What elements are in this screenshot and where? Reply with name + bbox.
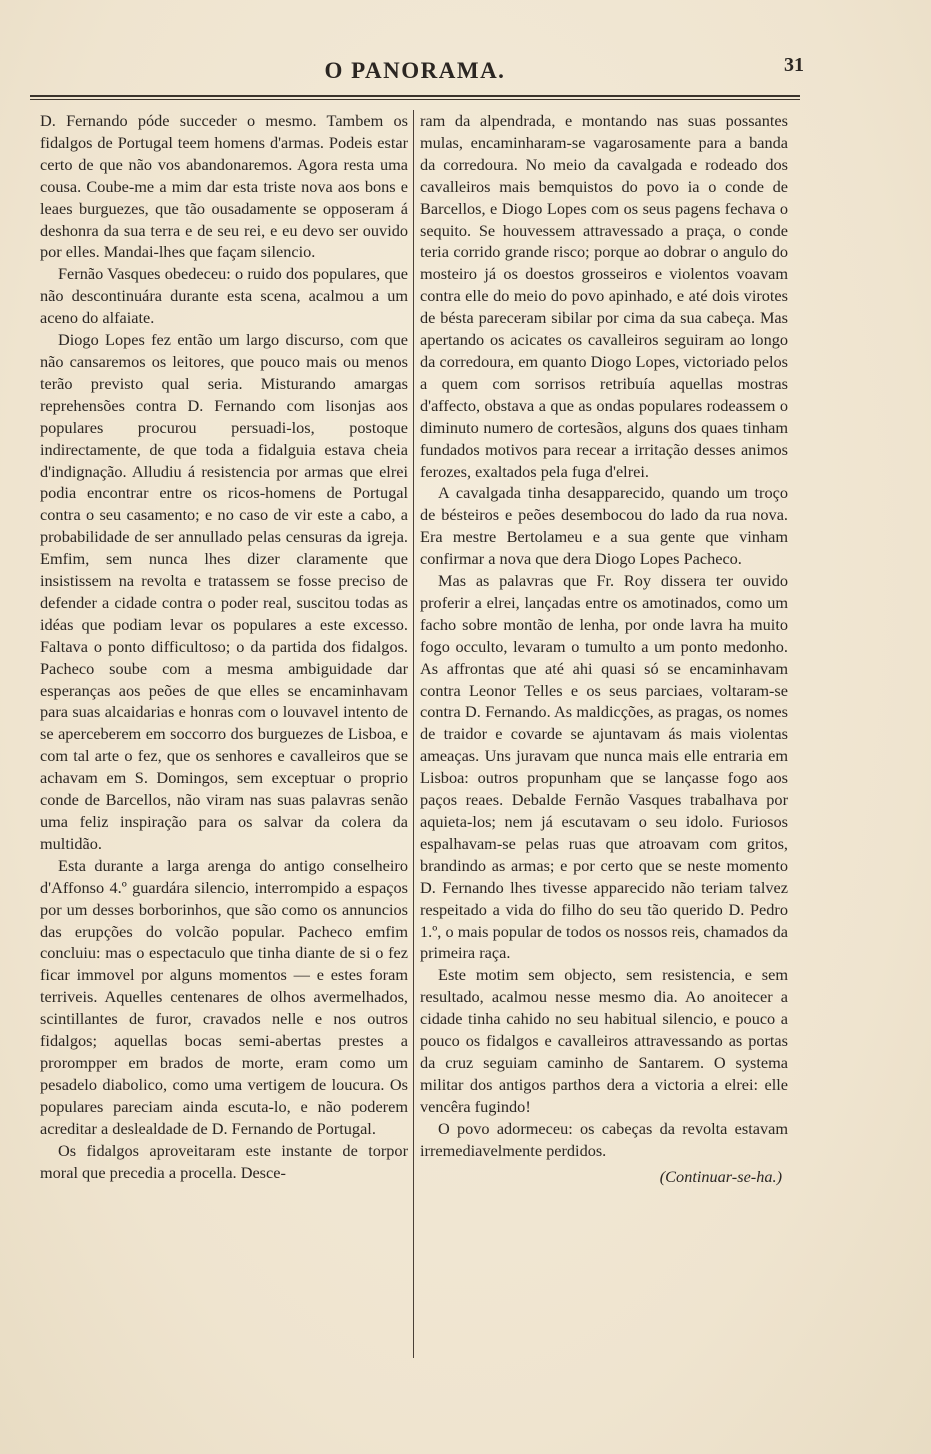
left-column xyxy=(40,110,408,1183)
paragraph: Fernão Vasques obedeceu: o ruido dos populares, que não descontinuára durante esta scena, acalmou a um aceno do alfaiate. xyxy=(40,264,408,328)
paragraph: Este motim sem objecto, sem resistencia, e sem resultado, acalmou nesse mesmo dia. Ao anoitecer a cidade tinha cahido no seu habitual silencio, e pouco a pouco os fidalgos e cavalleiros attravessando as portas da cruz seguiam caminho de Santarem. O systema militar dos antigos parthos dera a victoria a elrei: elle vencêra fugindo! xyxy=(420,965,788,1116)
paragraph: Os fidalgos aproveitaram este instante de torpor moral que precedia a procella. Desce- xyxy=(40,1140,408,1182)
page-title: O PANORAMA. xyxy=(324,58,506,83)
paragraph: A cavalgada tinha desapparecido, quando um troço de bésteiros e peões desembocou do lado da rua nova. Era mestre Bertolameu e a sua gente que vinham confirmar a nova que dera Diogo Lopes Pacheco. xyxy=(420,483,788,569)
page-number: 31 xyxy=(784,54,804,76)
continuation-note: (Continuar-se-ha.) xyxy=(659,1166,782,1186)
page-header xyxy=(30,52,804,92)
paragraph: Mas as palavras que Fr. Roy dissera ter ouvido proferir a elrei, lançadas entre os amotinados, como um facho sobre montão de lenha, por onde lavra ha muito fogo occulto, levaram o tumulto a um ponto medonho. As affrontas que até ahi quasi só se encaminhavam contra Leonor Telles e os seus parciaes, voltaram-se contra D. Fernando. As maldicções, as pragas, os nomes de traidor e covarde se ajuntavam ás mais violentas ameaças. Uns juravam que nunca mais elle entraria em Lisboa: outros propunham que se lançasse fogo aos paços reaes. Debalde Fernão Vasques trabalhava por aquieta-los; nem já escutavam o seu idolo. Furiosos espalhavam-se pelas ruas que atroavam com gritos, brandindo as armas; e por certo que se neste momento D. Fernando lhes tivesse apparecido não teriam talvez respeitado a vida do filho do seu tão querido D. Pedro 1.º, o mais popular de todos os nossos reis, chamados da primeira raça. xyxy=(420,571,788,963)
paragraph: Esta durante a larga arenga do antigo conselheiro d'Affonso 4.º guardára silencio, interrompido a espaços por um desses borborinhos, que são como os annuncios das erupções do volcão popular. Pacheco emfim concluiu: mas o espectaculo que tinha diante de si o fez ficar immovel por alguns momentos — e estes foram terriveis. Aquelles centenares de olhos avermelhados, scintillantes de furor, cravados nelle e nos outros fidalgos; aquellas bocas semi-abertas prestes a prorompper em brados de morte, eram como um pesadelo diabolico, como uma vertigem de loucura. Os populares pareciam ainda escuta-lo, e não poderem acreditar a deslealdade de D. Fernando de Portugal. xyxy=(40,855,408,1138)
header-rule-thin xyxy=(30,99,800,100)
paragraph: ram da alpendrada, e montando nas suas possantes mulas, encaminharam-se vagarosamente para a banda da corredoura. No meio da cavalgada e rodeado dos cavalleiros mais bemquistos do povo ia o conde de Barcellos, e Diogo Lopes com os seus pagens fechava o sequito. Se houvessem attravessado a praça, o conde teria corrido grande risco; porque ao dobrar o angulo do mosteiro já os doestos grosseiros e violentos voavam contra elle do meio do povo apinhado, e até dois virotes de bésta pareceram sibilar por cima da sua cabeça. Mas apertando os acicates os cavalleiros seguiram ao longo da corredoura, em quanto Diogo Lopes, victoriado pelos a quem com sorrisos retribuía aquellas mostras d'affecto, obstava a que as ondas populares rodeassem o diminuto numero de cortesãos, alguns dos quaes tinham fundados motivos para recear a irritação desses animos ferozes, exaltados pela fuga d'elrei. xyxy=(420,111,788,481)
header-rule xyxy=(30,95,800,97)
right-column xyxy=(420,110,788,1187)
paragraph: D. Fernando póde succeder o mesmo. Tambem os fidalgos de Portugal teem homens d'armas. Podeis estar certo de que não vos abandonaremos. Agora resta uma cousa. Coube-me a mim dar esta triste nova aos bons e leaes burguezes, que tão ousadamente se opposeram á deshonra da sua terra e de seu rei, e eu devo ser ouvido por elles. Mandai-lhes que façam silencio. xyxy=(40,111,408,262)
column-divider xyxy=(413,110,414,1358)
paragraph: O povo adormeceu: os cabeças da revolta estavam irremediavelmente perdidos. xyxy=(420,1118,788,1160)
paragraph: Diogo Lopes fez então um largo discurso, com que não cansaremos os leitores, que pouco mais ou menos terão previsto qual seria. Misturando amargas reprehensões contra D. Fernando com lisonjas aos populares procurou persuadi-los, postoque indirectamente, de que toda a fidalguia estava cheia d'indignação. Alludiu á resistencia por armas que elrei podia encontrar entre os ricos-homens de Portugal contra o seu casamento; e no caso de vir este a cabo, a probabilidade de ser annullado pelas censuras da igreja. Emfim, sem nunca lhes dizer claramente que insistissem na revolta e tratassem se fosse preciso de defender a cidade contra o poder real, suscitou todas as idéas que podiam levar os populares a este excesso. Faltava o ponto difficultoso; o da partida dos fidalgos. Pacheco soube com a mesma ambiguidade dar esperanças aos peões de que elles se encaminhavam para suas alcaidarias e honras com o louvavel intento de se aperceberem em soccorro dos burguezes de Lisboa, e com tal arte o fez, que os senhores e cavalleiros que se achavam em S. Domingos, sem exceptuar o proprio conde de Barcellos, não viram nas suas palavras senão uma feliz inspiração para os salvar da colera da multidão. xyxy=(40,330,408,853)
